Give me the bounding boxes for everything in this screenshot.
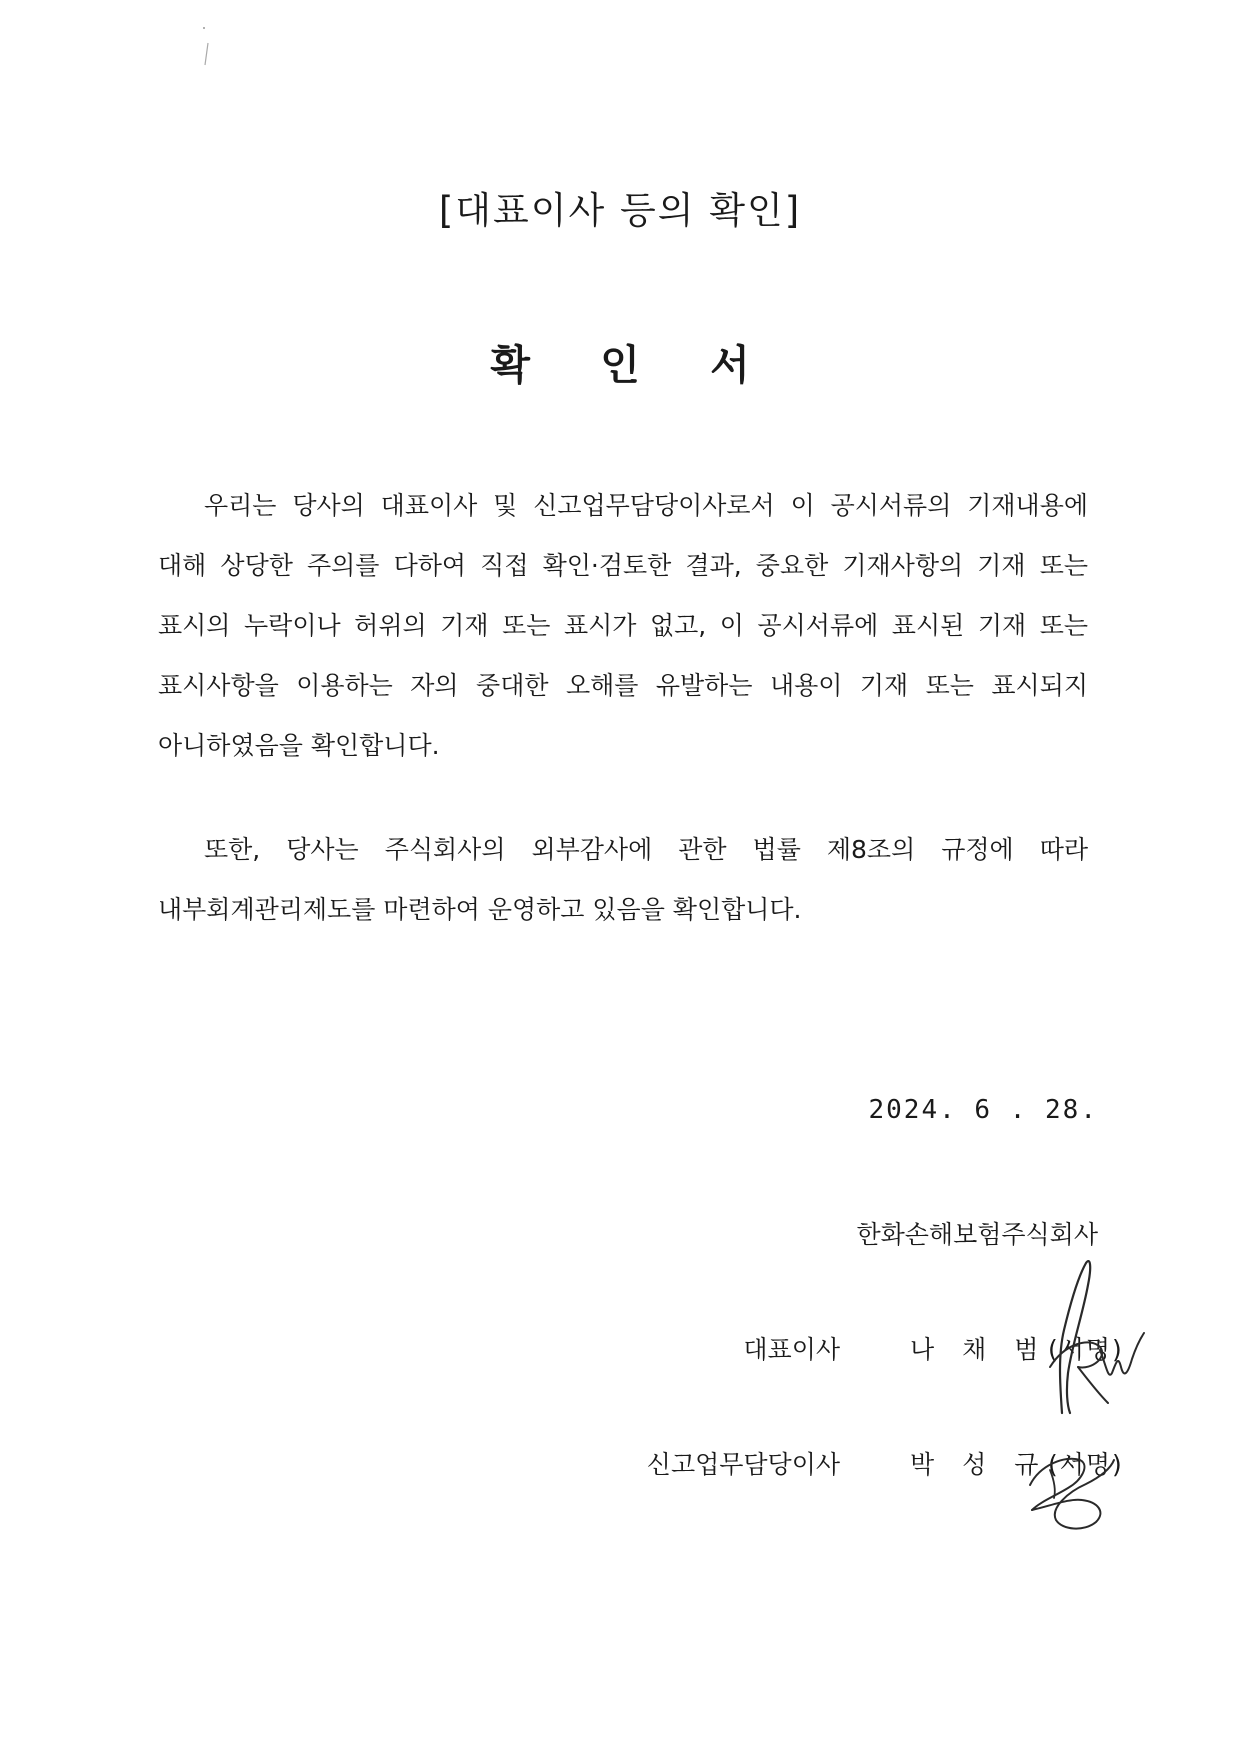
signatory-title: 대표이사 (743, 1335, 840, 1364)
document-heading: [대표이사 등의 확인] (438, 189, 802, 232)
confirmation-paragraph-2: 또한, 당사는 주식회사의 외부감사에 관한 법률 제8조의 규정에 따라 내부회계관리제도를 마련하여 운영하고 있음을 확인합니다. (158, 835, 1088, 924)
company-name: 한화손해보험주식회사 (856, 1220, 1098, 1249)
handwritten-signature-ceo (1020, 1255, 1150, 1420)
handwritten-signature-disclosure-officer (1010, 1440, 1130, 1535)
signatory-name: 박 성 규 (910, 1450, 1049, 1479)
document-title: 확 인 서 (490, 341, 778, 389)
scan-speck-mark (200, 25, 212, 70)
signatory-name: 나 채 범 (910, 1335, 1049, 1364)
signature-label: (서명) (1048, 1450, 1124, 1479)
signature-label: (서명) (1048, 1335, 1124, 1364)
confirmation-paragraph-1: 우리는 당사의 대표이사 및 신고업무담당이사로서 이 공시서류의 기재내용에 대해 상당한 주의를 다하여 직접 확인·검토한 결과, 중요한 기재사항의 기재 또는 표시의 누락이나 허위의 기재 또는 표시가 없고, 이 공시서류에 표시된 기재 또는 표시사항을 이용하는 자의 중대한 오해를 유발하는 내용이 기재 또는 표시되지 아니하였음을 확인합니다. (158, 491, 1088, 760)
signatory-title: 신고업무담당이사 (646, 1450, 840, 1479)
document-date: 2024. 6 . 28. (868, 1095, 1098, 1125)
